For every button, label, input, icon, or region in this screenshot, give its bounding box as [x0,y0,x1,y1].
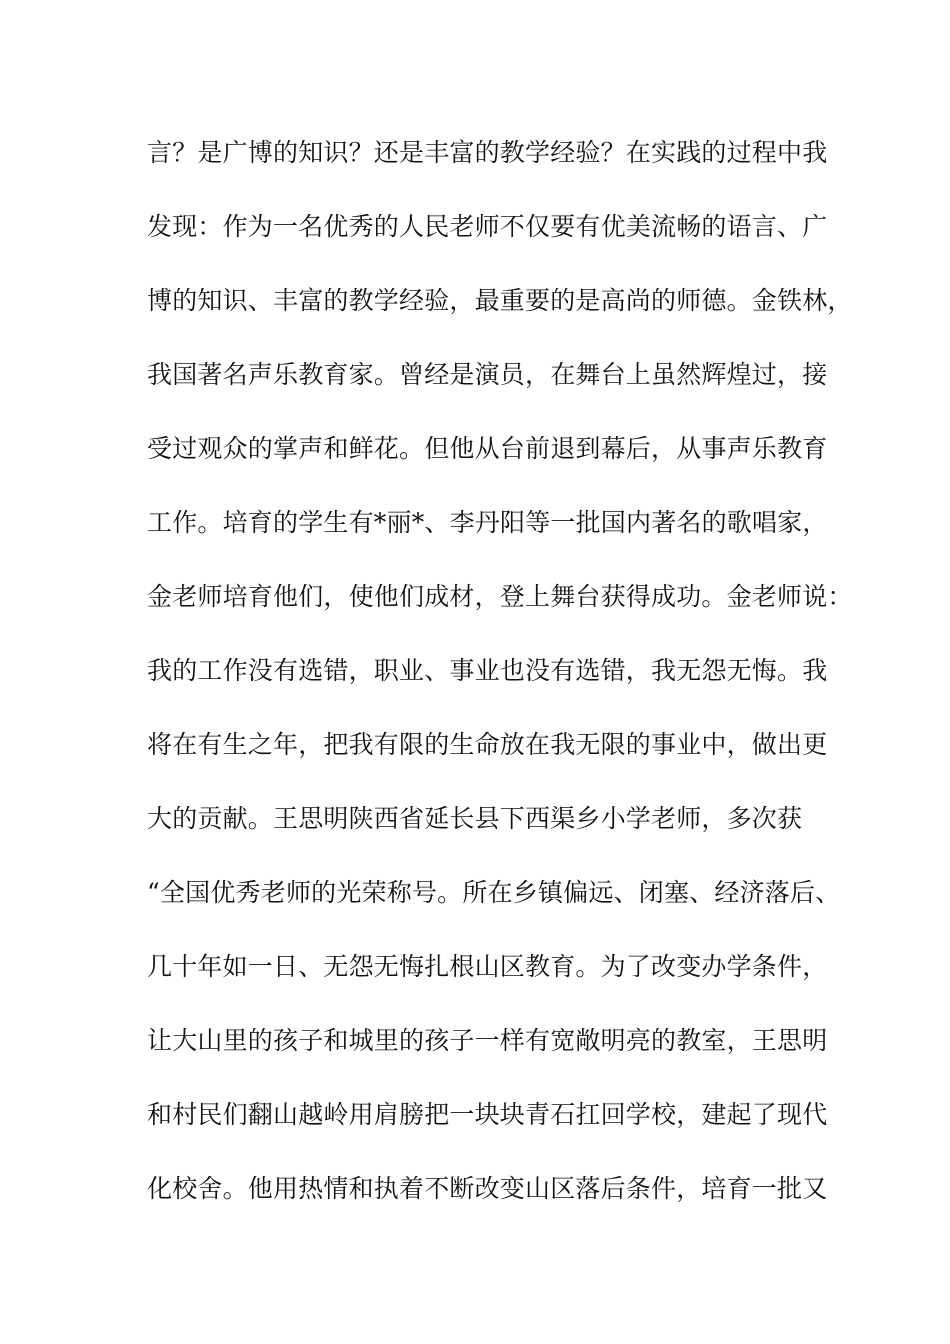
text-line: 和村民们翻山越岭用肩膀把一块块青石扛回学校，建起了现代 [147,1100,828,1129]
text-line: 我国著名声乐教育家。曾经是演员，在舞台上虽然辉煌过，接 [147,360,828,389]
text-line: 言？是广博的知识？还是丰富的教学经验？在实践的过程中我 [147,138,828,167]
text-line: 金老师培育他们，使他们成材，登上舞台获得成功。金老师说： [147,582,853,611]
text-line: 大的贡献。王思明陕西省延长县下西渠乡小学老师，多次获 [147,804,803,833]
text-line: 博的知识、丰富的教学经验，最重要的是高尚的师德。金铁林， [147,286,853,315]
text-line: 化校舍。他用热情和执着不断改变山区落后条件，培育一批又 [147,1174,828,1203]
text-line: 发现：作为一名优秀的人民老师不仅要有优美流畅的语言、广 [147,212,828,241]
text-line: 受过观众的掌声和鲜花。但他从台前退到幕后，从事声乐教育 [147,434,828,463]
text-line: 几十年如一日、无怨无悔扎根山区教育。为了改变办学条件， [147,952,828,981]
text-line: 让大山里的孩子和城里的孩子一样有宽敞明亮的教室，王思明 [147,1026,828,1055]
body-text [147,131,853,1241]
text-line: 工作。培育的学生有*丽*、李丹阳等一批国内著名的歌唱家， [147,508,828,537]
text-line: “全国优秀老师的光荣称号。所在乡镇偏远、闭塞、经济落后、 [147,878,841,907]
text-line: 将在有生之年，把我有限的生命放在我无限的事业中，做出更 [147,730,828,759]
text-line: 我的工作没有选错，职业、事业也没有选错，我无怨无悔。我 [147,656,828,685]
